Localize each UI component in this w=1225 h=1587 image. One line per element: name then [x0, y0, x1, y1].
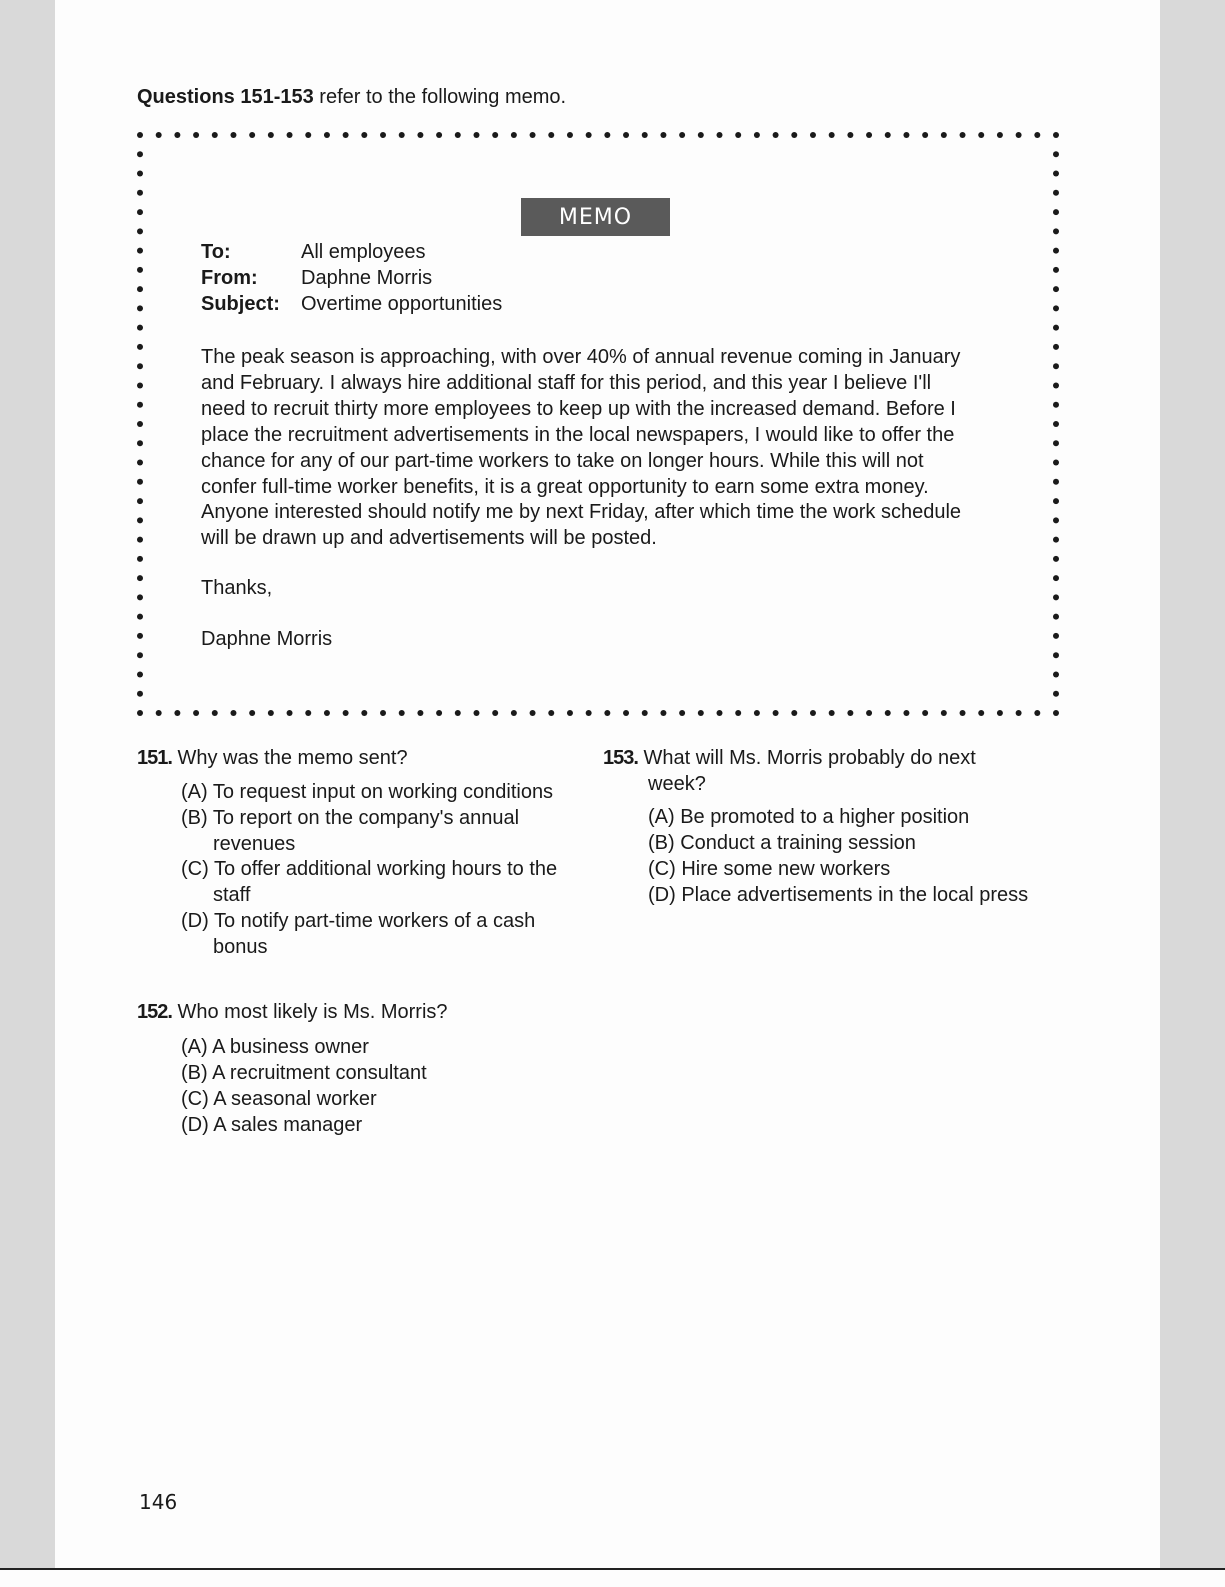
- border-dot: [735, 132, 741, 138]
- border-dot: [1053, 537, 1059, 543]
- border-dot: [399, 132, 405, 138]
- question-number: 153.: [603, 747, 638, 769]
- border-dot: [960, 132, 966, 138]
- memo-body-line: need to recruit thirty more employees to keep up with the increased demand. Before I: [201, 397, 956, 420]
- border-dot: [492, 132, 498, 138]
- border-dot: [137, 652, 143, 658]
- border-dot: [604, 710, 610, 716]
- border-dot: [735, 710, 741, 716]
- border-dot: [249, 710, 255, 716]
- border-dot: [623, 710, 629, 716]
- border-dot: [1053, 402, 1059, 408]
- border-dot: [997, 710, 1003, 716]
- border-dot: [1053, 575, 1059, 581]
- memo-from-row: [201, 267, 432, 290]
- memo-tag-label: MEMO: [558, 204, 633, 230]
- border-dot: [268, 710, 274, 716]
- border-dot: [137, 132, 143, 138]
- question-prompt: Why was the memo sent?: [177, 747, 408, 769]
- border-dot: [1053, 671, 1059, 677]
- border-dot: [698, 710, 704, 716]
- memo-body-line: and February. I always hire additional staff for this period, and this year I believe I'll: [201, 371, 932, 394]
- border-dot: [324, 710, 330, 716]
- question-prompt: Who most likely is Ms. Morris?: [177, 1001, 448, 1023]
- q151-option-c[interactable]: (C) To offer additional working hours to the: [181, 858, 558, 880]
- border-dot: [660, 710, 666, 716]
- border-dot: [343, 132, 349, 138]
- question-number: 152.: [137, 1001, 172, 1023]
- border-dot: [137, 671, 143, 677]
- border-dot: [679, 132, 685, 138]
- border-dot: [1016, 710, 1022, 716]
- border-dot: [530, 132, 536, 138]
- q152-option-a[interactable]: (A) A business owner: [181, 1036, 369, 1058]
- border-dot: [137, 344, 143, 350]
- border-dot: [660, 132, 666, 138]
- border-dot: [137, 710, 143, 716]
- border-dot: [137, 382, 143, 388]
- border-dot: [829, 132, 835, 138]
- border-dot: [642, 132, 648, 138]
- border-dot: [361, 710, 367, 716]
- border-dot: [380, 132, 386, 138]
- border-dot: [230, 710, 236, 716]
- intro-bold: Questions 151-153: [137, 86, 314, 108]
- question-153-prompt-cont: week?: [648, 773, 706, 795]
- border-dot: [1034, 132, 1040, 138]
- border-dot: [137, 267, 143, 273]
- border-dot: [548, 132, 554, 138]
- border-dot: [137, 305, 143, 311]
- intro-rest: refer to the following memo.: [313, 86, 567, 108]
- question-153: [603, 747, 976, 770]
- border-dot: [642, 710, 648, 716]
- memo-body-line: chance for any of our part-time workers to take on longer hours. While this will not: [201, 449, 924, 472]
- border-dot: [885, 710, 891, 716]
- border-dot: [567, 710, 573, 716]
- border-dot: [137, 421, 143, 427]
- border-dot: [847, 132, 853, 138]
- border-dot: [978, 132, 984, 138]
- border-dot: [530, 710, 536, 716]
- border-dot: [1053, 691, 1059, 697]
- border-dot: [137, 537, 143, 543]
- border-dot: [137, 171, 143, 177]
- border-dot: [324, 132, 330, 138]
- border-dot: [941, 132, 947, 138]
- memo-signature: Daphne Morris: [201, 628, 333, 650]
- border-dot: [1053, 652, 1059, 658]
- border-dot: [193, 710, 199, 716]
- border-dot: [137, 190, 143, 196]
- border-dot: [137, 614, 143, 620]
- border-dot: [1053, 248, 1059, 254]
- border-dot: [156, 710, 162, 716]
- border-dot: [417, 132, 423, 138]
- border-dot: [137, 286, 143, 292]
- border-dot: [586, 710, 592, 716]
- border-dot: [1053, 132, 1059, 138]
- border-dot: [1053, 633, 1059, 639]
- border-dot: [773, 710, 779, 716]
- border-dot: [810, 132, 816, 138]
- border-dot: [1053, 382, 1059, 388]
- q152-option-d[interactable]: (D) A sales manager: [181, 1114, 363, 1136]
- q152-option-b[interactable]: (B) A recruitment consultant: [181, 1062, 427, 1084]
- border-dot: [380, 710, 386, 716]
- memo-to-row: [201, 241, 426, 264]
- from-label: From:: [201, 267, 258, 289]
- border-dot: [212, 132, 218, 138]
- question-prompt: What will Ms. Morris probably do next: [643, 747, 976, 769]
- border-dot: [1053, 190, 1059, 196]
- border-dot: [511, 710, 517, 716]
- border-dot: [137, 248, 143, 254]
- border-dot: [137, 633, 143, 639]
- q153-option-c[interactable]: (C) Hire some new workers: [648, 858, 891, 880]
- border-dot: [249, 132, 255, 138]
- border-dot: [791, 710, 797, 716]
- border-dot: [1034, 710, 1040, 716]
- q153-option-b[interactable]: (B) Conduct a training session: [648, 832, 916, 854]
- to-value: All employees: [301, 241, 426, 263]
- border-dot: [829, 710, 835, 716]
- border-dot: [548, 710, 554, 716]
- border-dot: [567, 132, 573, 138]
- border-dot: [1053, 151, 1059, 157]
- border-dot: [455, 710, 461, 716]
- from-value: Daphne Morris: [301, 267, 433, 289]
- q151-option-b-cont: revenues: [213, 833, 296, 855]
- border-dot: [586, 132, 592, 138]
- border-dot: [137, 209, 143, 215]
- border-dot: [1053, 209, 1059, 215]
- q151-option-b[interactable]: (B) To report on the company's annual: [181, 807, 520, 829]
- border-dot: [305, 132, 311, 138]
- border-dot: [137, 517, 143, 523]
- q151-option-c-cont: staff: [213, 884, 251, 906]
- border-dot: [1053, 325, 1059, 331]
- border-dot: [1053, 710, 1059, 716]
- border-dot: [156, 132, 162, 138]
- border-dot: [137, 594, 143, 600]
- border-dot: [847, 710, 853, 716]
- border-dot: [941, 710, 947, 716]
- memo-body-line: confer full-time worker benefits, it is a great opportunity to earn some extra money.: [201, 475, 929, 498]
- border-dot: [1053, 305, 1059, 311]
- border-dot: [137, 479, 143, 485]
- memo-body-line: will be drawn up and advertisements will be posted.: [201, 527, 657, 550]
- border-dot: [174, 710, 180, 716]
- border-dot: [1053, 171, 1059, 177]
- border-dot: [137, 325, 143, 331]
- border-dot: [212, 710, 218, 716]
- q153-option-a[interactable]: (A) Be promoted to a higher position: [648, 806, 970, 828]
- border-dot: [137, 556, 143, 562]
- border-dot: [473, 710, 479, 716]
- border-dot: [698, 132, 704, 138]
- border-dot: [343, 710, 349, 716]
- border-dot: [1053, 344, 1059, 350]
- border-dot: [1053, 498, 1059, 504]
- q151-option-a[interactable]: (A) To request input on working conditions: [181, 781, 554, 803]
- page-edge: [0, 1568, 1225, 1587]
- border-dot: [287, 710, 293, 716]
- border-dot: [436, 710, 442, 716]
- border-dot: [361, 132, 367, 138]
- to-label: To:: [201, 241, 231, 263]
- border-dot: [1053, 440, 1059, 446]
- border-dot: [1053, 460, 1059, 466]
- memo-body-line: Anyone interested should notify me by next Friday, after which time the work schedule: [201, 501, 962, 524]
- border-dot: [1053, 286, 1059, 292]
- q152-option-c[interactable]: (C) A seasonal worker: [181, 1088, 377, 1110]
- question-152: [137, 1001, 448, 1024]
- border-dot: [492, 710, 498, 716]
- border-dot: [1053, 517, 1059, 523]
- border-dot: [399, 710, 405, 716]
- border-dot: [922, 132, 928, 138]
- border-dot: [193, 132, 199, 138]
- border-dot: [511, 132, 517, 138]
- border-dot: [679, 710, 685, 716]
- border-dot: [754, 132, 760, 138]
- border-dot: [978, 710, 984, 716]
- border-dot: [1053, 479, 1059, 485]
- border-dot: [305, 710, 311, 716]
- border-dot: [903, 710, 909, 716]
- border-dot: [997, 132, 1003, 138]
- memo-body-line: The peak season is approaching, with over 40% of annual revenue coming in January: [201, 346, 961, 368]
- border-dot: [137, 575, 143, 581]
- border-dot: [137, 691, 143, 697]
- border-dot: [137, 460, 143, 466]
- question-151: [137, 747, 408, 770]
- border-dot: [137, 440, 143, 446]
- intro-line: [137, 86, 566, 109]
- border-dot: [717, 710, 723, 716]
- border-dot: [436, 132, 442, 138]
- border-dot: [810, 710, 816, 716]
- border-dot: [866, 710, 872, 716]
- border-dot: [960, 710, 966, 716]
- border-dot: [137, 151, 143, 157]
- q153-option-d[interactable]: (D) Place advertisements in the local press: [648, 884, 1029, 906]
- border-dot: [1053, 363, 1059, 369]
- border-dot: [137, 363, 143, 369]
- border-dot: [604, 132, 610, 138]
- memo-tag: [521, 198, 670, 236]
- q151-option-d[interactable]: (D) To notify part-time workers of a cash: [181, 910, 536, 932]
- subject-value: Overtime opportunities: [301, 293, 503, 315]
- subject-label: Subject:: [201, 293, 280, 315]
- border-dot: [230, 132, 236, 138]
- border-dot: [773, 132, 779, 138]
- border-dot: [754, 710, 760, 716]
- memo-body: [201, 345, 1001, 552]
- border-dot: [1053, 267, 1059, 273]
- border-dot: [903, 132, 909, 138]
- border-dot: [1053, 421, 1059, 427]
- memo-subject-row: [201, 293, 502, 316]
- border-dot: [922, 710, 928, 716]
- border-dot: [137, 402, 143, 408]
- border-dot: [137, 498, 143, 504]
- border-dot: [268, 132, 274, 138]
- border-dot: [623, 132, 629, 138]
- border-dot: [473, 132, 479, 138]
- border-dot: [885, 132, 891, 138]
- memo-closing: Thanks,: [201, 577, 273, 599]
- border-dot: [1053, 614, 1059, 620]
- page-number: 146: [139, 1490, 178, 1514]
- memo-body-line: place the recruitment advertisements in the local newspapers, I would like to offer the: [201, 423, 955, 446]
- border-dot: [866, 132, 872, 138]
- border-dot: [1053, 594, 1059, 600]
- question-number: 151.: [137, 747, 172, 769]
- border-dot: [1053, 556, 1059, 562]
- border-dot: [174, 132, 180, 138]
- border-dot: [455, 132, 461, 138]
- border-dot: [1016, 132, 1022, 138]
- border-dot: [137, 228, 143, 234]
- border-dot: [417, 710, 423, 716]
- border-dot: [1053, 228, 1059, 234]
- q151-option-d-cont: bonus: [213, 936, 268, 958]
- border-dot: [717, 132, 723, 138]
- border-dot: [791, 132, 797, 138]
- border-dot: [287, 132, 293, 138]
